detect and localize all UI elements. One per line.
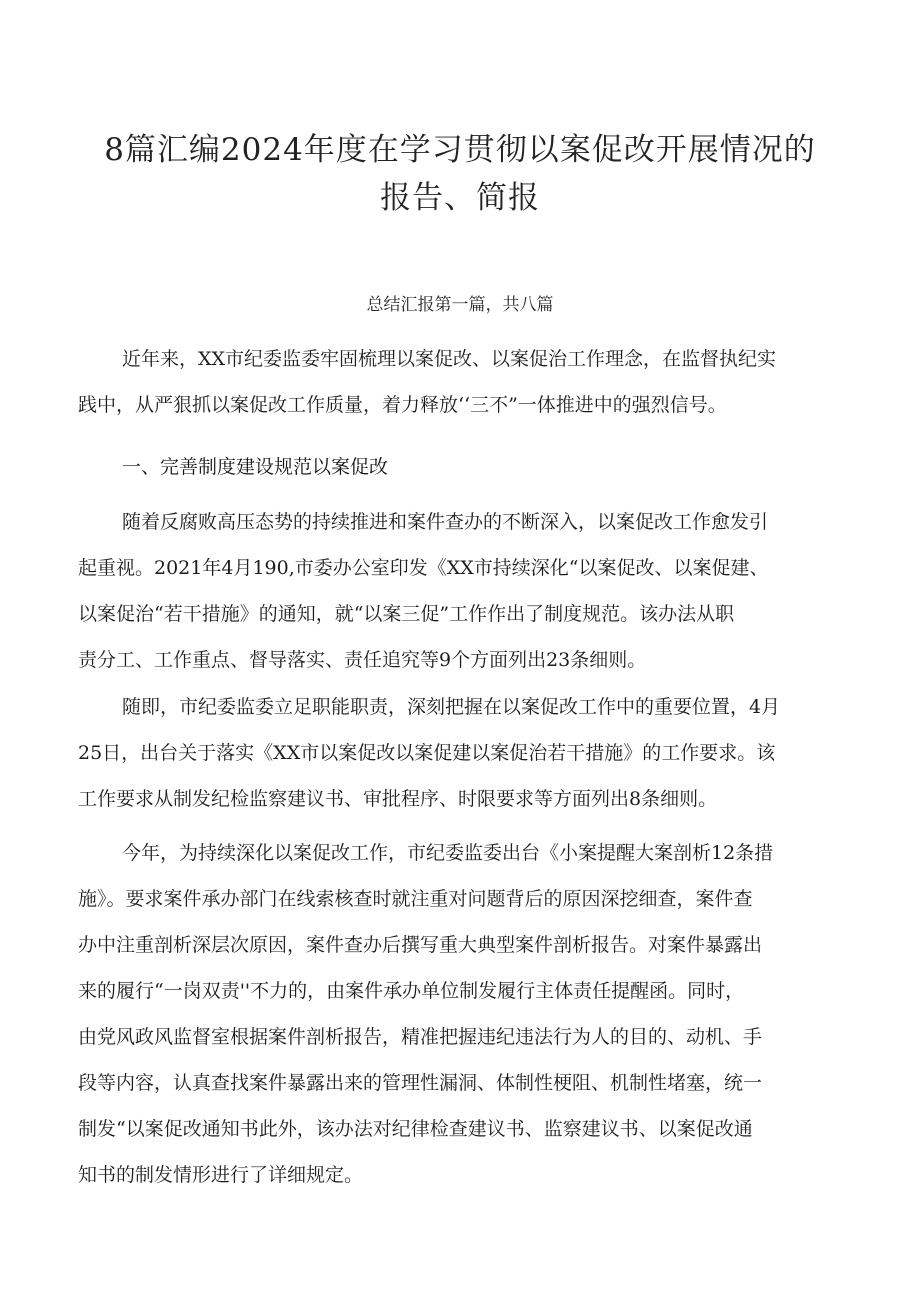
paragraph-line: 工作要求从制发纪检监察建议书、审批程序、时限要求等方面列出8条细则。 bbox=[78, 788, 718, 810]
section-heading: 一、完善制度建设规范以案促改 bbox=[122, 456, 389, 478]
paragraph-line: 25日，出台关于落实《XX市以案促改以案促建以案促治若干措施》的工作要求。该 bbox=[78, 742, 776, 764]
paragraph-1 bbox=[78, 499, 862, 683]
document-subtitle: 总结汇报第一篇，共八篇 bbox=[366, 295, 554, 315]
paragraph-line: 施》。要求案件承办部门在线索核查时就注重对问题背后的原因深挖细查，案件查 bbox=[78, 888, 753, 910]
document-title-line-1: 8篇汇编2024年度在学习贯彻以案促改开展情况的 bbox=[104, 132, 816, 168]
paragraph-line: 办中注重剖析深层次原因，案件查办后撰写重大典型案件剖析报告。对案件暴露出 bbox=[78, 934, 763, 956]
intro-paragraph bbox=[78, 336, 862, 428]
paragraph-line: 随即，市纪委监委立足职能职责，深刻把握在以案促改工作中的重要位置，4月 bbox=[122, 696, 781, 718]
paragraph-line: 由党风政风监督室根据案件剖析报告，精准把握违纪违法行为人的目的、动机、手 bbox=[78, 1026, 763, 1048]
paragraph-3 bbox=[78, 830, 862, 1198]
document-title-line-2: 报告、简报 bbox=[380, 180, 540, 216]
intro-line: 近年来，XX市纪委监委牢固梳理以案促改、以案促治工作理念，在监督执纪实 bbox=[122, 348, 777, 370]
paragraph-line: 知书的制发情形进行了详细规定。 bbox=[78, 1164, 364, 1186]
paragraph-line: 以案促治“若干措施》的通知，就“以案三促”工作作出了制度规范。该办法从职 bbox=[78, 603, 735, 625]
paragraph-line: 段等内容，认真查找案件暴露出来的管理性漏洞、体制性梗阻、机制性堵塞，统一 bbox=[78, 1072, 763, 1094]
paragraph-line: 责分工、工作重点、督导落实、责任追究等9个方面列出23条细则。 bbox=[78, 649, 647, 671]
intro-line: 践中，从严狠抓以案促改工作质量，着力释放‘‘三不”一体推进中的强烈信号。 bbox=[78, 394, 727, 416]
paragraph-2 bbox=[78, 684, 862, 822]
paragraph-line: 起重视。2021年4月190,市委办公室印发《XX市持续深化“以案促改、以案促建、 bbox=[78, 557, 769, 579]
paragraph-line: 制发“以案促改通知书此外，该办法对纪律检查建议书、监察建议书、以案促改通 bbox=[78, 1118, 753, 1140]
paragraph-line: 来的履行“一岗双责''不力的，由案件承办单位制发履行主体责任提醒函。同时， bbox=[78, 980, 745, 1002]
paragraph-line: 随着反腐败高压态势的持续推进和案件查办的不断深入，以案促改工作愈发引 bbox=[122, 511, 769, 533]
paragraph-line: 今年，为持续深化以案促改工作，市纪委监委出台《小案提醒大案剖析12条措 bbox=[122, 842, 774, 864]
